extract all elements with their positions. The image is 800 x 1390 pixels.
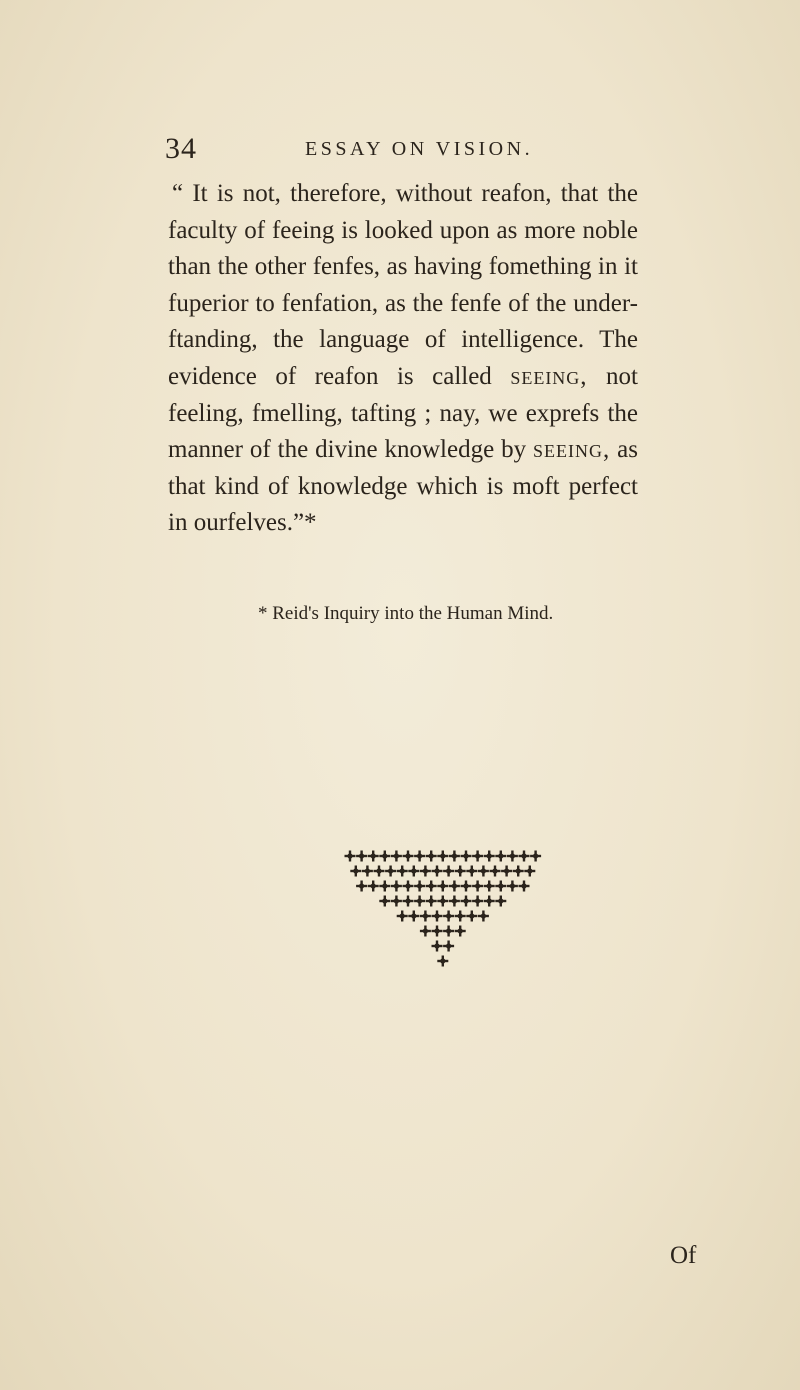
ornament-flower [391, 896, 402, 907]
ornament-flower [379, 851, 390, 862]
ornament-flower [478, 911, 489, 922]
ornament-flower [461, 896, 472, 907]
ornament-flower [420, 911, 431, 922]
ornament-flower [443, 911, 454, 922]
ornament-flower [513, 866, 524, 877]
text-segment: not feeling, fmelling, tafting ; nay, we exprefs the manner of the divine knowledge by [168, 362, 638, 464]
ornament-flower [484, 881, 495, 892]
page-number: 34 [165, 132, 197, 165]
ornament-flower [519, 881, 530, 892]
ornament-flower [414, 881, 425, 892]
ornament-flower [484, 851, 495, 862]
ornament-flower [368, 851, 379, 862]
ornament-flower [472, 881, 483, 892]
ornament-flower [507, 851, 518, 862]
ornament-flower [408, 866, 419, 877]
ornament-flower [356, 881, 367, 892]
ornament-flower [472, 851, 483, 862]
ornament-flower [414, 851, 425, 862]
ornament-flower [391, 881, 402, 892]
ornament-flower [403, 851, 414, 862]
ornament-flower [466, 911, 477, 922]
ornament-flower [507, 881, 518, 892]
text-segment: as that kind of knowledge which is moft perfect in ourfelves.”* [168, 436, 639, 537]
ornament-flower [443, 866, 454, 877]
ornament-flower [437, 956, 448, 967]
ornament-flower [466, 866, 477, 877]
ornament-flower [501, 866, 512, 877]
ornament-flower [408, 911, 419, 922]
ornament-flower [345, 851, 356, 862]
ornament-flower [420, 866, 431, 877]
footnote: * Reid's Inquiry into the Human Mind. [258, 603, 554, 624]
ornament-flower [426, 896, 437, 907]
running-head: ESSAY ON VISION. [305, 138, 534, 160]
ornament-flower [437, 896, 448, 907]
quotation-text [168, 176, 638, 542]
ornament-flower [374, 866, 385, 877]
ornament-flower [437, 881, 448, 892]
ornament-flower [385, 866, 396, 877]
ornament-flower [478, 866, 489, 877]
ornament-flower [397, 911, 408, 922]
catchword: Of [670, 1242, 697, 1269]
ornament-flower [414, 896, 425, 907]
ornament-flower [455, 926, 466, 937]
ornament-flower [484, 896, 495, 907]
small-caps-word: seeing, [510, 362, 588, 390]
ornament-flower [432, 926, 443, 937]
ornament-flower [432, 911, 443, 922]
ornament-flower [490, 866, 501, 877]
ornament-flower [495, 881, 506, 892]
ornament-flower [432, 866, 443, 877]
ornament-flower [524, 866, 535, 877]
ornament-flower [449, 851, 460, 862]
ornament-flower [519, 851, 530, 862]
ornament-flower [461, 851, 472, 862]
ornament-flower [391, 851, 402, 862]
ornament-flower [432, 941, 443, 952]
ornament-flower [530, 851, 541, 862]
ornament-flower [472, 896, 483, 907]
tailpiece-ornament [340, 848, 660, 1018]
ornament-flower [420, 926, 431, 937]
page-header [165, 132, 635, 172]
ornament-flower [379, 896, 390, 907]
ornament-flower [495, 896, 506, 907]
ornament-flower [461, 881, 472, 892]
text-segment: “ It is not, therefore, without reafon, that the faculty of feeing is looked upon as more noble than the other fenfes, as having fomething in it fuperior to fenfation, as the fenfe of the under-ftanding, the language of intelligence. The evidence of reafon is called [168, 180, 638, 390]
ornament-flower [426, 881, 437, 892]
ornament-flower [443, 941, 454, 952]
ornament-flower [362, 866, 373, 877]
ornament-flower [449, 896, 460, 907]
ornament-flower [455, 911, 466, 922]
ornament-flower [403, 881, 414, 892]
small-caps-word: seeing, [533, 436, 611, 464]
ornament-flower [455, 866, 466, 877]
ornament-flower [397, 866, 408, 877]
ornament-flower [449, 881, 460, 892]
ornament-flower [350, 866, 361, 877]
body-paragraph [168, 176, 638, 542]
ornament-flower [379, 881, 390, 892]
ornament-flower [443, 926, 454, 937]
ornament-flower [495, 851, 506, 862]
ornament-flower [403, 896, 414, 907]
ornament-flower [356, 851, 367, 862]
ornament-flower [368, 881, 379, 892]
ornament-flower [426, 851, 437, 862]
ornament-flower [437, 851, 448, 862]
